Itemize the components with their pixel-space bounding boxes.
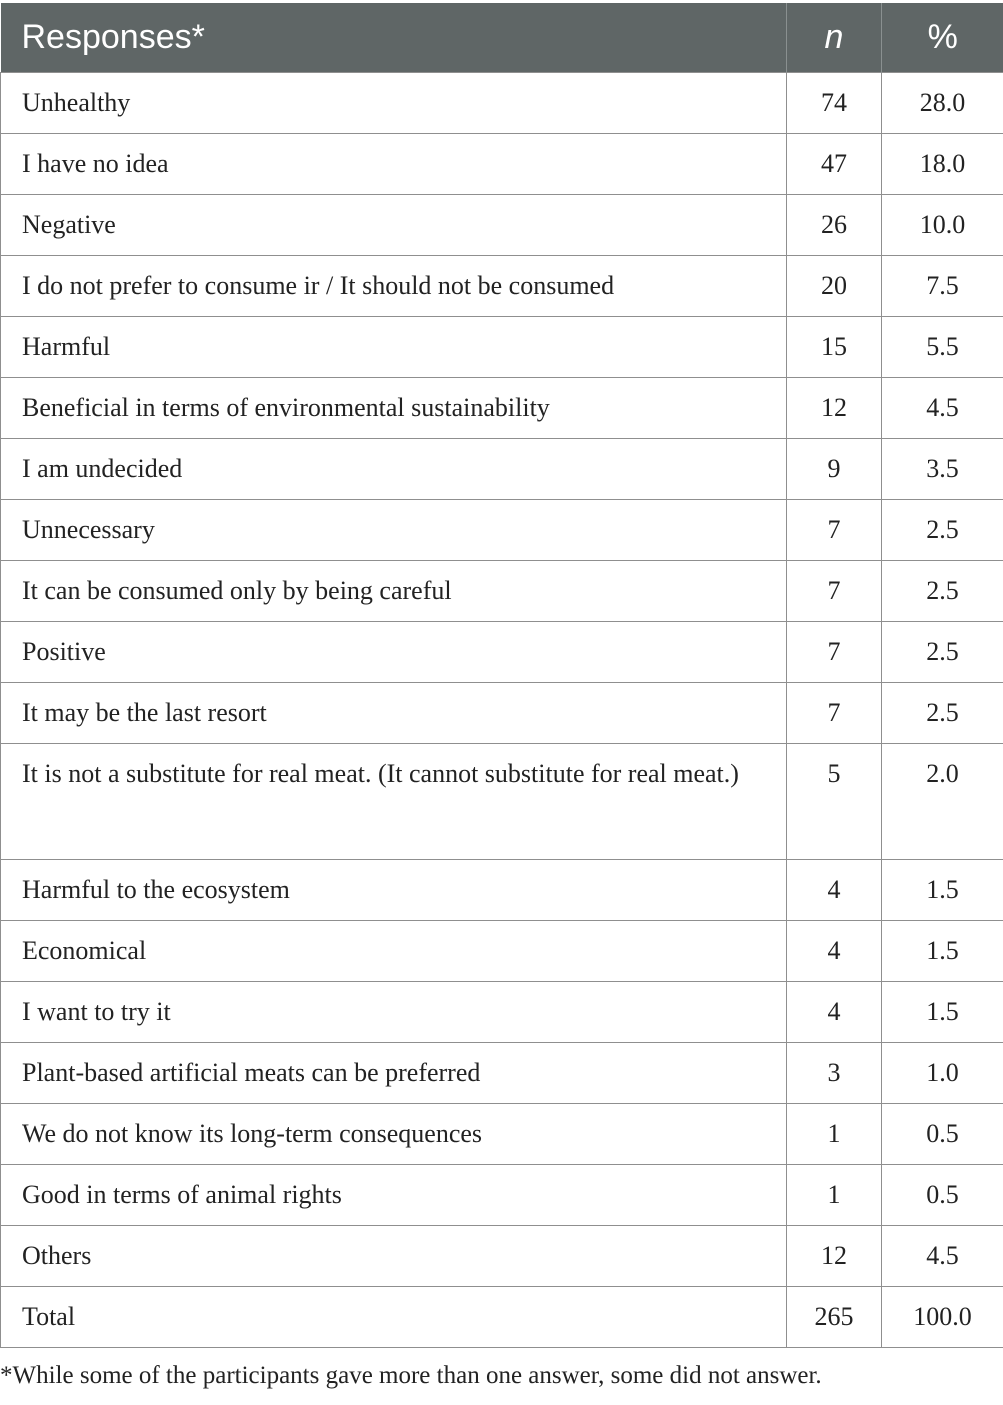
table-row	[1, 683, 1003, 744]
table-row	[1, 744, 1003, 860]
header-n: n	[787, 3, 882, 73]
n-cell: 265	[787, 1287, 882, 1348]
percent-cell: 2.5	[882, 622, 1003, 683]
percent-cell: 28.0	[882, 73, 1003, 134]
percent-cell: 1.5	[882, 860, 1003, 921]
header-responses: Responses*	[1, 3, 787, 73]
n-cell: 4	[787, 860, 882, 921]
n-cell: 4	[787, 921, 882, 982]
n-cell: 12	[787, 1226, 882, 1287]
percent-cell: 0.5	[882, 1104, 1003, 1165]
response-cell: I do not prefer to consume ir / It should not be consumed	[1, 256, 787, 317]
n-cell: 7	[787, 500, 882, 561]
percent-cell: 7.5	[882, 256, 1003, 317]
table-footnote: *While some of the participants gave more than one answer, some did not answer.	[0, 1362, 822, 1389]
percent-cell: 2.0	[882, 744, 1003, 860]
table-header	[1, 3, 1003, 73]
response-cell: Good in terms of animal rights	[1, 1165, 787, 1226]
table-row	[1, 134, 1003, 195]
header-row	[1, 3, 1003, 73]
response-cell: Beneficial in terms of environmental sustainability	[1, 378, 787, 439]
table-row	[1, 500, 1003, 561]
response-cell: Positive	[1, 622, 787, 683]
response-cell: It is not a substitute for real meat. (It cannot substitute for real meat.)	[1, 744, 787, 860]
n-cell: 3	[787, 1043, 882, 1104]
response-cell: It may be the last resort	[1, 683, 787, 744]
response-cell: We do not know its long-term consequences	[1, 1104, 787, 1165]
n-cell: 5	[787, 744, 882, 860]
percent-cell: 1.5	[882, 921, 1003, 982]
table-row	[1, 378, 1003, 439]
response-cell: Unnecessary	[1, 500, 787, 561]
percent-cell: 2.5	[882, 561, 1003, 622]
percent-cell: 18.0	[882, 134, 1003, 195]
n-cell: 12	[787, 378, 882, 439]
response-cell: I want to try it	[1, 982, 787, 1043]
percent-cell: 2.5	[882, 500, 1003, 561]
table-row	[1, 921, 1003, 982]
n-cell: 9	[787, 439, 882, 500]
response-cell: Plant-based artificial meats can be preferred	[1, 1043, 787, 1104]
table-body	[1, 73, 1003, 1348]
percent-cell: 3.5	[882, 439, 1003, 500]
percent-cell: 4.5	[882, 378, 1003, 439]
table-row	[1, 317, 1003, 378]
table-row	[1, 439, 1003, 500]
n-cell: 4	[787, 982, 882, 1043]
n-cell: 1	[787, 1165, 882, 1226]
n-cell: 7	[787, 683, 882, 744]
n-cell: 7	[787, 622, 882, 683]
table-row	[1, 860, 1003, 921]
table-row	[1, 622, 1003, 683]
table-row	[1, 561, 1003, 622]
header-percent: %	[882, 3, 1003, 73]
percent-cell: 100.0	[882, 1287, 1003, 1348]
responses-table	[0, 3, 1003, 1348]
response-cell: Harmful to the ecosystem	[1, 860, 787, 921]
response-cell: Others	[1, 1226, 787, 1287]
response-cell: Total	[1, 1287, 787, 1348]
table-row	[1, 195, 1003, 256]
n-cell: 7	[787, 561, 882, 622]
response-cell: Negative	[1, 195, 787, 256]
table-row	[1, 982, 1003, 1043]
n-cell: 26	[787, 195, 882, 256]
table-row	[1, 73, 1003, 134]
table-row	[1, 1226, 1003, 1287]
table-row	[1, 256, 1003, 317]
percent-cell: 1.0	[882, 1043, 1003, 1104]
n-cell: 20	[787, 256, 882, 317]
n-cell: 47	[787, 134, 882, 195]
total-row	[1, 1287, 1003, 1348]
response-cell: Unhealthy	[1, 73, 787, 134]
percent-cell: 5.5	[882, 317, 1003, 378]
response-cell: Harmful	[1, 317, 787, 378]
table-row	[1, 1104, 1003, 1165]
response-cell: I am undecided	[1, 439, 787, 500]
response-cell: It can be consumed only by being careful	[1, 561, 787, 622]
percent-cell: 0.5	[882, 1165, 1003, 1226]
percent-cell: 4.5	[882, 1226, 1003, 1287]
table-row	[1, 1043, 1003, 1104]
response-cell: Economical	[1, 921, 787, 982]
percent-cell: 10.0	[882, 195, 1003, 256]
n-cell: 15	[787, 317, 882, 378]
n-cell: 1	[787, 1104, 882, 1165]
response-cell: I have no idea	[1, 134, 787, 195]
percent-cell: 1.5	[882, 982, 1003, 1043]
percent-cell: 2.5	[882, 683, 1003, 744]
table-row	[1, 1165, 1003, 1226]
n-cell: 74	[787, 73, 882, 134]
